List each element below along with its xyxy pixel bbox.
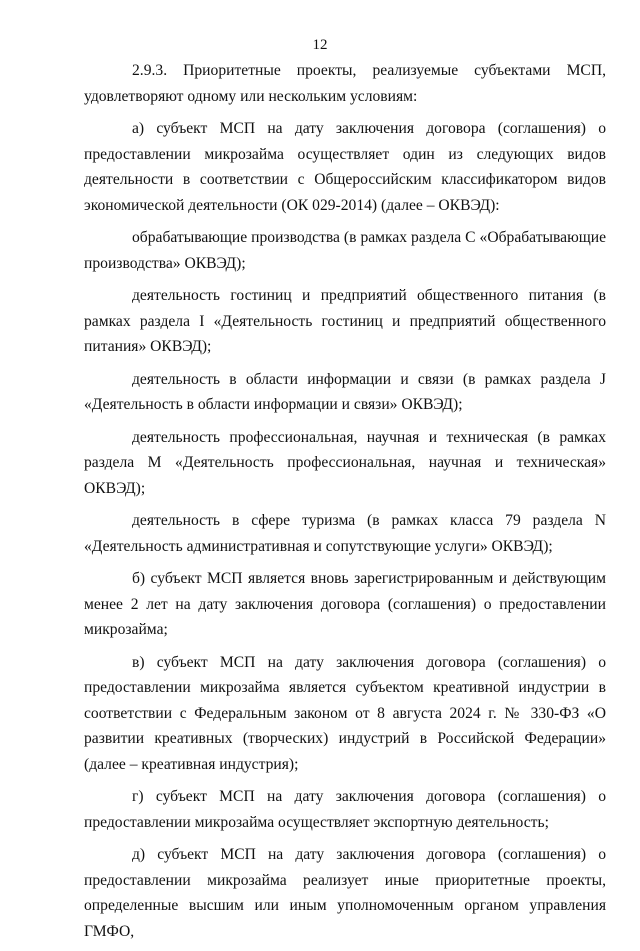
paragraph-item-a: а) субъект МСП на дату заключения договора (соглашения) о предоставлении микрозайма осуществляет один из следующих видов деятельности в соответствии с Общероссийским классификатором видов экономической деятельности (ОК 029-2014) (далее – ОКВЭД): (84, 120, 606, 214)
paragraph-item-d: д) субъект МСП на дату заключения договора (соглашения) о предоставлении микрозайма реализует иные приоритетные проекты, определенные высшим или иным уполномоченным органом управления ГМФО, (84, 846, 606, 940)
paragraph-information-communication: деятельность в области информации и связи (в рамках раздела J «Деятельность в области информации и связи» ОКВЭД); (84, 370, 606, 413)
paragraph-2-9-3: 2.9.3. Приоритетные проекты, реализуемые субъектами МСП, удовлетворяют одному или нескольким условиям: (84, 62, 606, 105)
paragraph-manufacturing: обрабатывающие производства (в рамках раздела С «Обрабатывающие производства» ОКВЭД); (84, 229, 606, 272)
paragraph-item-v: в) субъект МСП на дату заключения договора (соглашения) о предоставлении микрозайма является субъектом креативной индустрии в соответствии с Федеральным законом от 8 августа 2024 г. № 330-ФЗ «О развитии креативных (творческих) индустрий в Российской Федерации» (далее – креативная индустрия); (84, 653, 606, 773)
document-body (84, 58, 606, 951)
paragraph-hotels-catering: деятельность гостиниц и предприятий общественного питания (в рамках раздела I «Деятельность гостиниц и предприятий общественного питания» ОКВЭД); (84, 287, 606, 355)
paragraph-item-b: б) субъект МСП является вновь зарегистрированным и действующим менее 2 лет на дату заключения договора (соглашения) о предоставлении микрозайма; (84, 570, 606, 638)
paragraph-tourism: деятельность в сфере туризма (в рамках класса 79 раздела N «Деятельность административная и сопутствующие услуги» ОКВЭД); (84, 512, 606, 555)
paragraph-professional-scientific: деятельность профессиональная, научная и техническая (в рамках раздела М «Деятельность профессиональная, научная и техническая» ОКВЭД); (84, 428, 606, 497)
paragraph-item-g: г) субъект МСП на дату заключения договора (соглашения) о предоставлении микрозайма осуществляет экспортную деятельность; (84, 788, 606, 831)
page-number: 12 (312, 37, 328, 53)
